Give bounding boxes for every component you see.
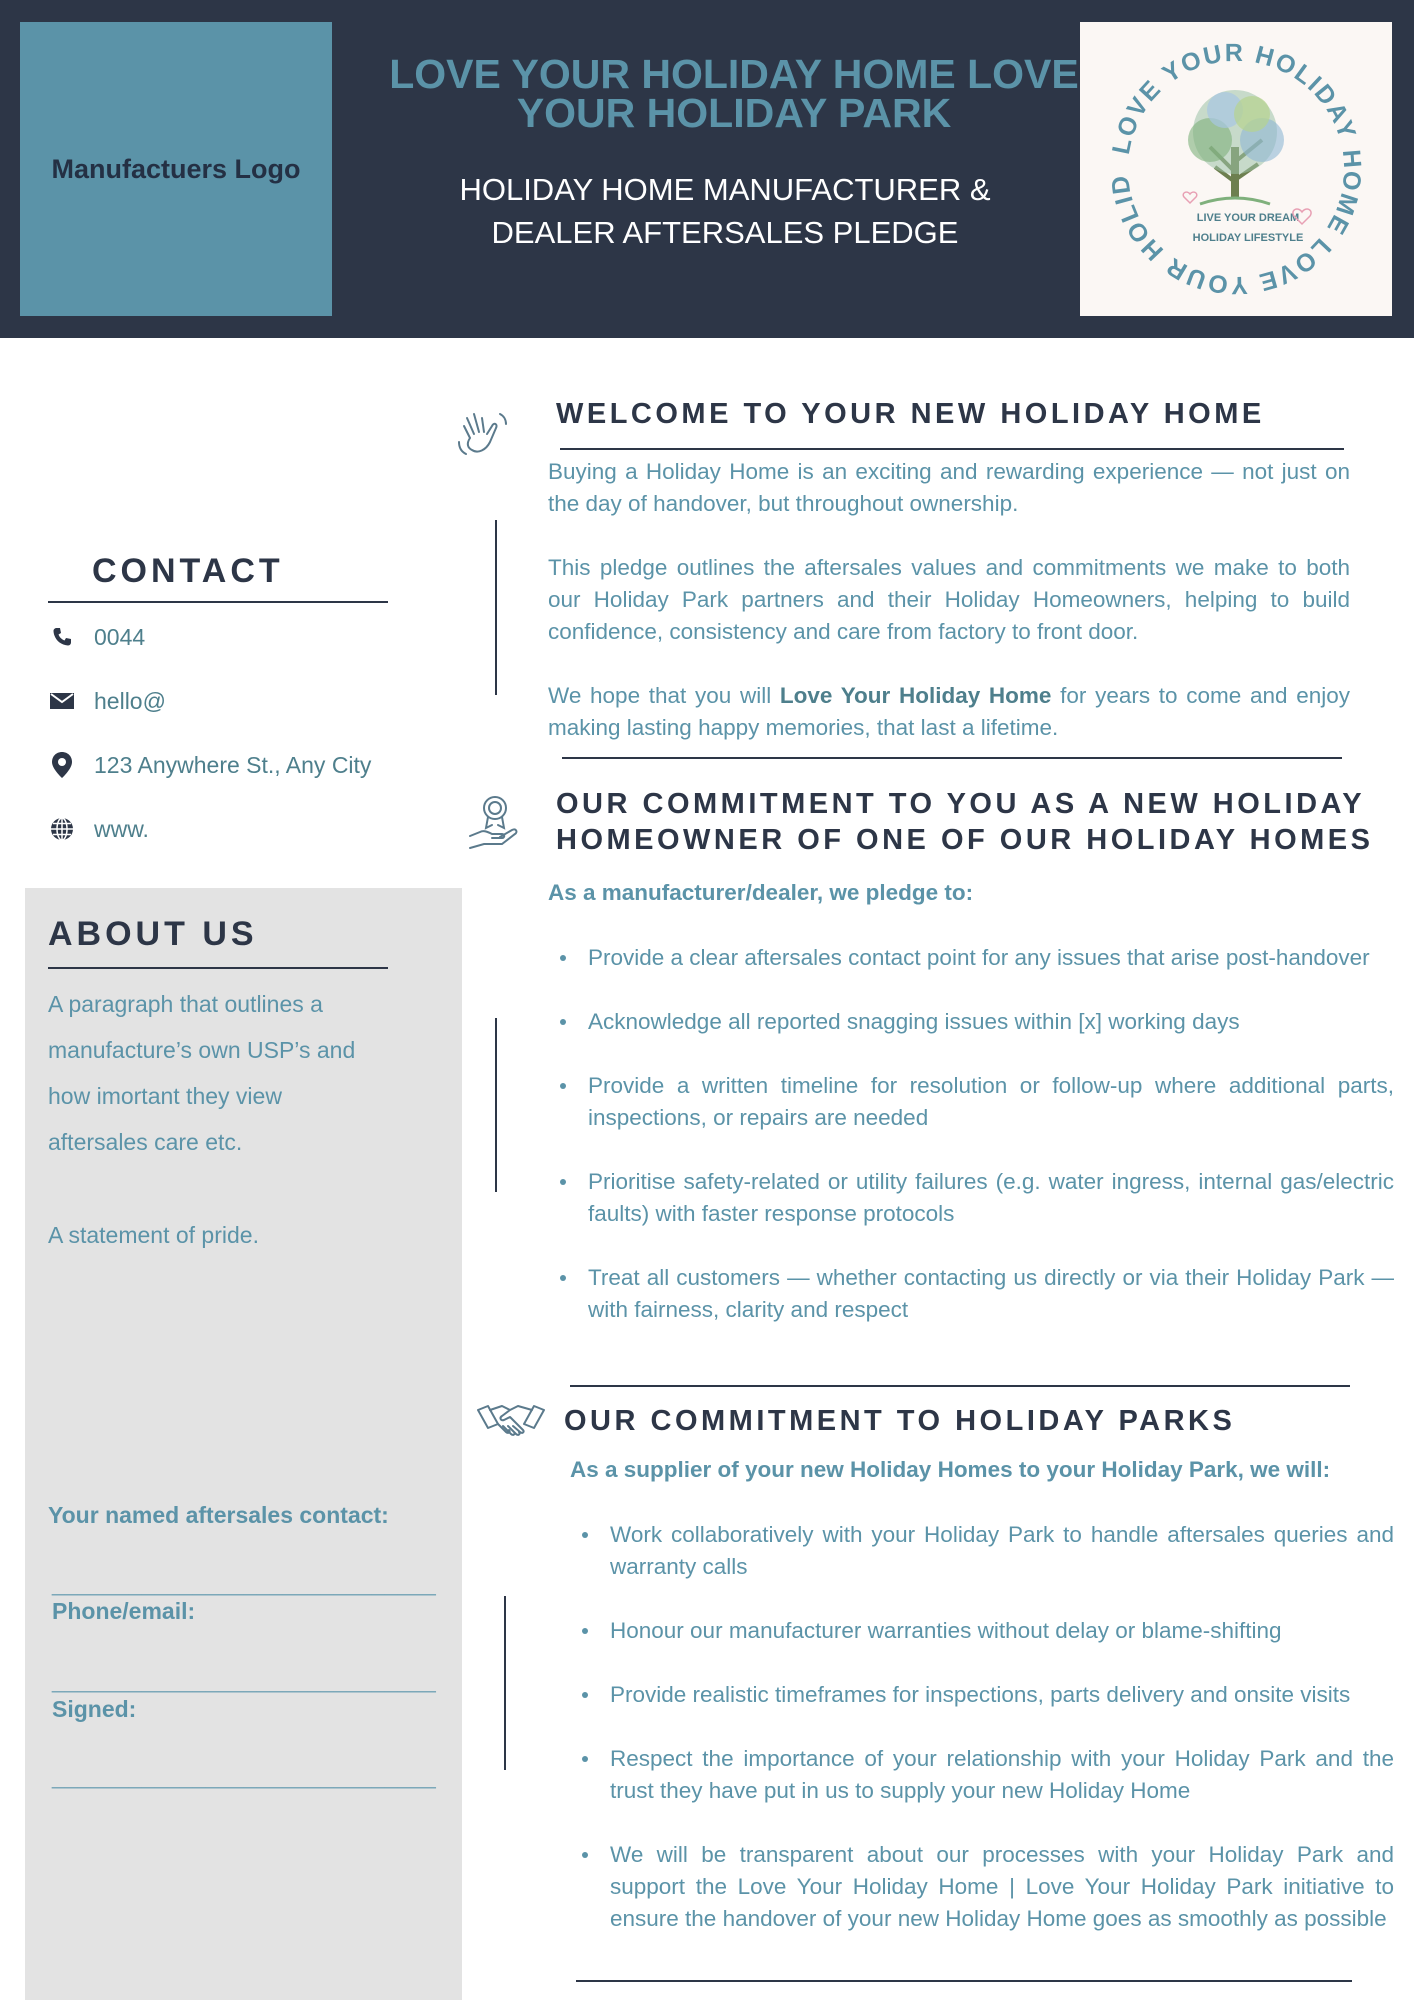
badge-graphic: [1080, 22, 1392, 316]
welcome-p3-start: We hope that you will: [548, 683, 780, 708]
signature-field[interactable]: ______________________________: [52, 1763, 436, 1789]
owner-side-rule: [495, 1018, 497, 1192]
badge-ring-text: LOVE YOUR HOLIDAY HOME LOVE YOUR HOLID: [1105, 38, 1367, 300]
owner-commitment-heading: [556, 786, 1374, 858]
parks-side-rule: [504, 1596, 506, 1770]
list-item: Provide a clear aftersales contact point for any issues that arise post-handover: [548, 942, 1394, 974]
contact-heading: CONTACT: [92, 552, 284, 590]
aftersales-contact-label: Your named aftersales contact:: [48, 1502, 389, 1528]
owner-bottom-rule: [570, 1385, 1350, 1387]
parks-commitment-lead: As a supplier of your new Holiday Homes to your Holiday Park, we will:: [570, 1457, 1331, 1482]
owner-heading-line-1: OUR COMMITMENT TO YOU AS A NEW HOLIDAY: [556, 788, 1366, 820]
signed-label: Signed:: [52, 1696, 137, 1722]
contact-phone[interactable]: [48, 617, 145, 657]
welcome-heading-rule: [560, 448, 1344, 450]
about-heading-rule: [48, 967, 388, 969]
about-paragraph-line: aftersales care etc.: [48, 1129, 243, 1155]
list-item: Honour our manufacturer warranties without delay or blame-shifting: [570, 1615, 1394, 1647]
list-item: Provide a written timeline for resolution or follow-up where additional parts, inspections, or repairs are needed: [548, 1070, 1394, 1134]
handshake-icon: [476, 1398, 546, 1447]
welcome-paragraph-2: This pledge outlines the aftersales values and commitments we make to both our Holiday Park partners and their Holiday Homeowners, helping to build confidence, consistency and care from factory to front door.: [548, 555, 1350, 644]
welcome-side-rule: [495, 520, 497, 695]
about-paragraph-line: A paragraph that outlines a: [48, 991, 323, 1017]
about-heading: ABOUT US: [48, 915, 258, 953]
owner-commitment-lead: As a manufacturer/dealer, we pledge to:: [548, 880, 974, 905]
welcome-p3-end: for years to come and enjoy making lasting happy memories, that last a lifetime.: [548, 683, 1350, 740]
globe-icon: [48, 815, 76, 843]
website-value: www.: [94, 815, 149, 842]
about-paragraph: [48, 981, 448, 1165]
owner-heading-line-2: HOMEOWNER OF ONE OF OUR HOLIDAY HOMES: [556, 824, 1374, 856]
award-hand-icon: [466, 792, 524, 855]
page-header: [0, 0, 1414, 338]
phone-value: 0044: [94, 623, 146, 650]
page-title: LOVE YOUR HOLIDAY HOME LOVE YOUR HOLIDAY PARK: [389, 51, 1079, 136]
about-paragraph-line: how imortant they view: [48, 1083, 282, 1109]
contact-heading-rule: [48, 601, 388, 603]
about-paragraph-line: manufacture’s own USP’s and: [48, 1037, 356, 1063]
logo-placeholder-text: Manufactuers Logo: [51, 153, 301, 184]
phone-email-field[interactable]: ______________________________: [52, 1667, 436, 1693]
contact-website[interactable]: [48, 809, 149, 849]
wave-hand-icon: [456, 408, 510, 463]
badge-line-1: LIVE YOUR DREAM: [1196, 212, 1300, 224]
campaign-badge-logo: [1080, 22, 1392, 316]
list-item: Respect the importance of your relationship with your Holiday Park and the trust they have put in us to supply your new Holiday Home: [570, 1743, 1394, 1807]
email-value: hello@: [94, 687, 166, 714]
owner-pledge-list: [548, 942, 1394, 1358]
list-item: Prioritise safety-related or utility failures (e.g. water ingress, internal gas/electric faults) with faster response protocols: [548, 1166, 1394, 1230]
location-pin-icon: [48, 751, 76, 779]
parks-pledge-list: [570, 1519, 1394, 1967]
contact-email[interactable]: [48, 681, 166, 721]
parks-commitment-heading: OUR COMMITMENT TO HOLIDAY PARKS: [564, 1405, 1236, 1437]
welcome-bottom-rule: [562, 757, 1342, 759]
subtitle-line-1: HOLIDAY HOME MANUFACTURER &: [459, 172, 991, 207]
parks-bottom-rule: [576, 1980, 1352, 1982]
list-item: Acknowledge all reported snagging issues within [x] working days: [548, 1006, 1394, 1038]
welcome-paragraph-1: Buying a Holiday Home is an exciting and rewarding experience — not just on the day of handover, but throughout ownership.: [548, 459, 1350, 516]
subtitle-line-2: DEALER AFTERSALES PLEDGE: [491, 215, 959, 250]
phone-icon: [48, 623, 76, 651]
list-item: Work collaboratively with your Holiday Park to handle aftersales queries and warranty calls: [570, 1519, 1394, 1583]
list-item: We will be transparent about our processes with your Holiday Park and support the Love Your Holiday Home | Love Your Holiday Park initiative to ensure the handover of your new Holiday Home goes as smoothly as possible: [570, 1839, 1394, 1935]
welcome-heading: WELCOME TO YOUR NEW HOLIDAY HOME: [556, 398, 1265, 430]
list-item: Provide realistic timeframes for inspections, parts delivery and onsite visits: [570, 1679, 1394, 1711]
mail-icon: [48, 687, 76, 715]
list-item: Treat all customers — whether contacting us directly or via their Holiday Park — with fairness, clarity and respect: [548, 1262, 1394, 1326]
badge-line-2: HOLIDAY LIFESTYLE: [1192, 232, 1304, 244]
tree-icon: [1188, 90, 1284, 204]
phone-email-label: Phone/email:: [52, 1598, 196, 1624]
page-subtitle: [400, 168, 1050, 254]
welcome-p3-emphasis: Love Your Holiday Home: [779, 683, 1052, 708]
about-pride-statement: A statement of pride.: [48, 1222, 259, 1248]
aftersales-contact-field[interactable]: ______________________________: [52, 1570, 436, 1596]
address-value: 123 Anywhere St., Any City: [94, 751, 372, 778]
welcome-paragraph-3: [548, 680, 1350, 744]
manufacturer-logo-placeholder: [20, 22, 332, 316]
contact-address: [48, 745, 371, 785]
